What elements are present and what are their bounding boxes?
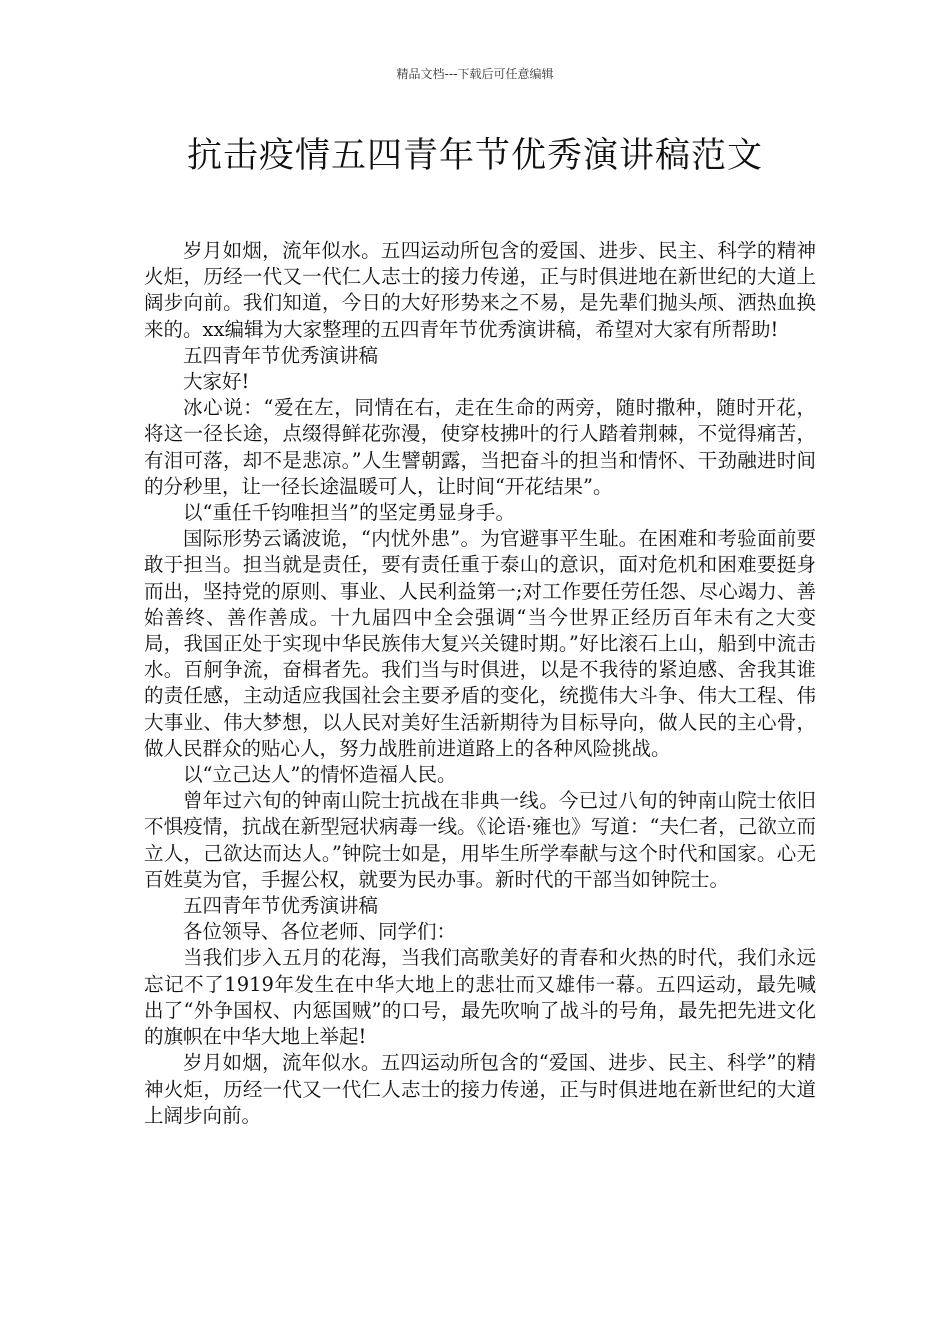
paragraph: 曾年过六旬的钟南山院士抗战在非典一线。今已过八旬的钟南山院士依旧不惧疫情，抗战在新型冠状病毒一线。《论语·雍也》写道：“夫仁者，己欲立而立人，己欲达而达人。”钟院士如是，用毕生所学奉献与这个时代和国家。心无百姓莫为官，手握公权，就要为民办事。新时代的干部当如钟院士。	[144, 789, 816, 891]
section-heading: 五四青年节优秀演讲稿	[183, 894, 379, 918]
paragraph: 岁月如烟，流年似水。五四运动所包含的爱国、进步、民主、科学的精神火炬，历经一代又一代仁人志士的接力传递，正与时俱进地在新世纪的大道上阔步向前。我们知道，今日的大好形势来之不易，是先辈们抛头颅、洒热血换来的。xx编辑为大家整理的五四青年节优秀演讲稿，希望对大家有所帮助!	[144, 239, 816, 341]
document-title: 抗击疫情五四青年节优秀演讲稿范文	[186, 136, 763, 176]
paragraph: 冰心说：“爱在左，同情在右，走在生命的两旁，随时撒种，随时开花，将这一径长途，点缀得鲜花弥漫，使穿枝拂叶的行人踏着荆棘，不觉得痛苦，有泪可落，却不是悲凉。”人生譬朝露，当把奋斗的担当和情怀、干劲融进时间的分秒里，让一径长途温暖可人，让时间“开花结果”。	[144, 396, 816, 498]
paragraph: 当我们步入五月的花海，当我们高歌美好的青春和火热的时代，我们永远忘记不了1919年发生在中华大地上的悲壮而又雄伟一幕。五四运动，最先喊出了“外争国权、内惩国贼”的口号，最先吹响了战斗的号角，最先把先进文化的旗帜在中华大地上举起!	[144, 946, 816, 1049]
document-body	[144, 238, 816, 1129]
paragraph: 国际形势云谲波诡，“内忧外患”。为官避事平生耻。在困难和考验面前要敢于担当。担当就是责任，要有责任重于泰山的意识，面对危机和困难要挺身而出，坚持党的原则、事业、人民利益第一;对工作要任劳任怨、尽心竭力、善始善终、善作善成。十九届四中全会强调“当今世界正经历百年未有之大变局，我国正处于实现中华民族伟大复兴关键时期。”好比滚石上山，船到中流击水。百舸争流，奋楫者先。我们当与时俱进，以是不我待的紧迫感、舍我其谁的责任感，主动适应我国社会主要矛盾的变化，统揽伟大斗争、伟大工程、伟大事业、伟大梦想，以人民对美好生活新期待为目标导向，做人民的主心骨，做人民群众的贴心人，努力战胜前进道路上的各种风险挑战。	[144, 527, 816, 760]
greeting: 大家好!	[183, 370, 250, 394]
subheading: 以“立己达人”的情怀造福人民。	[183, 763, 457, 787]
header-note: 精品文档---下载后可任意编辑	[396, 67, 554, 81]
section-heading: 五四青年节优秀演讲稿	[183, 343, 379, 367]
paragraph: 岁月如烟，流年似水。五四运动所包含的“爱国、进步、民主、科学”的精神火炬，历经一代又一代仁人志士的接力传递，正与时俱进地在新世纪的大道上阔步向前。	[144, 1051, 816, 1127]
subheading: 以“重任千钧唯担当”的坚定勇显身手。	[183, 501, 515, 525]
greeting: 各位领导、各位老师、同学们：	[183, 920, 457, 944]
